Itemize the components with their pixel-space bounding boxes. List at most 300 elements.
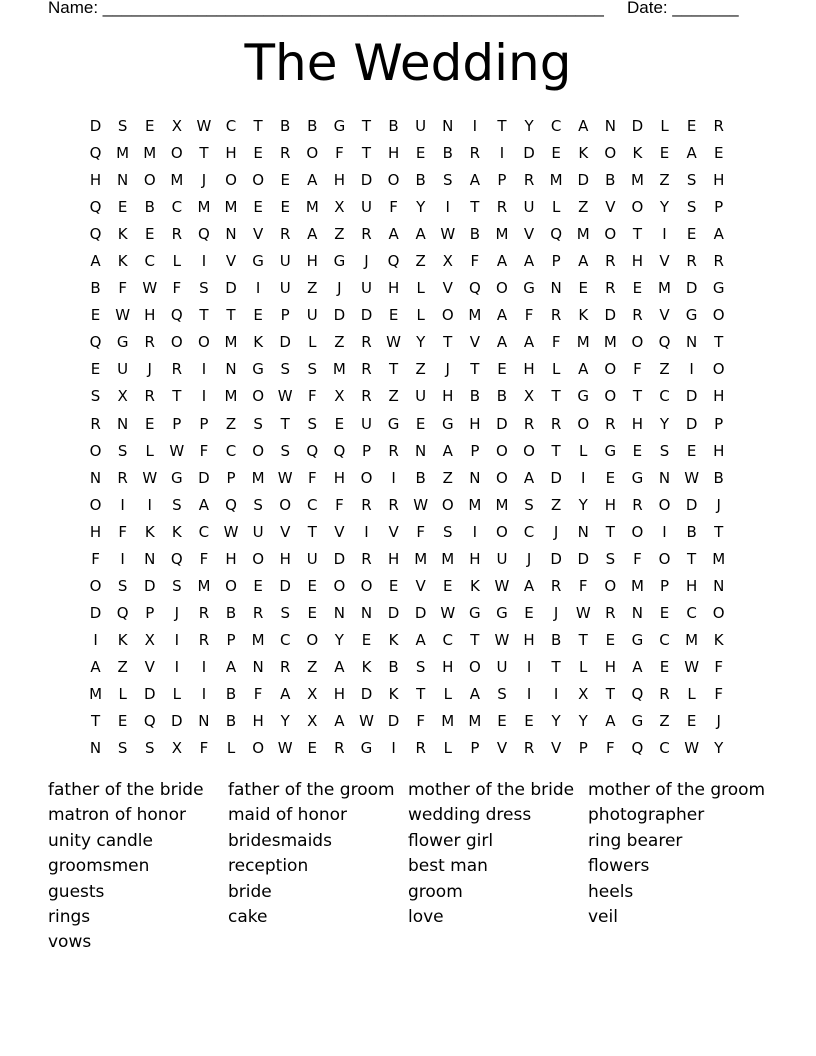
grid-letter[interactable]: S — [117, 441, 128, 460]
grid-letter[interactable]: P — [497, 171, 507, 190]
grid-letter[interactable]: T — [470, 198, 480, 217]
grid-letter[interactable]: T — [280, 414, 290, 433]
grid-letter[interactable]: O — [604, 225, 617, 244]
grid-letter[interactable]: X — [171, 117, 182, 135]
grid-letter[interactable]: S — [172, 576, 182, 595]
grid-letter[interactable]: O — [712, 603, 725, 622]
grid-letter[interactable]: D — [414, 603, 427, 622]
grid-letter[interactable]: N — [144, 549, 156, 568]
grid-letter[interactable]: N — [577, 522, 589, 541]
grid-letter[interactable]: G — [116, 333, 129, 352]
grid-letter[interactable]: I — [120, 549, 125, 568]
grid-letter[interactable]: I — [201, 657, 207, 676]
grid-letter[interactable]: R — [659, 684, 670, 703]
grid-letter[interactable]: O — [143, 171, 156, 190]
grid-letter[interactable]: E — [253, 576, 263, 595]
grid-letter[interactable]: N — [225, 360, 237, 379]
grid-letter[interactable]: H — [631, 252, 644, 271]
grid-letter[interactable]: E — [524, 712, 534, 731]
grid-letter[interactable]: A — [198, 495, 210, 514]
grid-letter[interactable]: I — [364, 522, 369, 541]
grid-letter[interactable]: F — [118, 522, 127, 541]
grid-letter[interactable]: V — [605, 198, 616, 217]
grid-letter[interactable]: O — [198, 333, 210, 352]
grid-letter[interactable]: R — [605, 414, 616, 433]
grid-letter[interactable]: V — [225, 252, 237, 271]
grid-letter[interactable]: O — [631, 198, 644, 217]
grid-letter[interactable]: M — [224, 387, 238, 406]
grid-letter[interactable]: S — [253, 414, 263, 433]
grid-letter[interactable]: M — [468, 712, 482, 731]
grid-letter[interactable]: M — [468, 306, 482, 325]
grid-letter[interactable]: H — [469, 549, 481, 568]
grid-letter[interactable]: R — [550, 414, 562, 433]
grid-letter[interactable]: D — [604, 306, 617, 325]
grid-letter[interactable]: L — [145, 441, 154, 460]
grid-letter[interactable]: O — [577, 414, 590, 433]
grid-letter[interactable]: A — [280, 684, 291, 703]
grid-letter[interactable]: E — [605, 630, 616, 649]
grid-letter[interactable]: E — [659, 144, 670, 163]
grid-letter[interactable]: A — [713, 225, 724, 244]
grid-letter[interactable]: Z — [442, 468, 453, 487]
grid-letter[interactable]: I — [174, 630, 180, 649]
grid-letter[interactable]: M — [658, 279, 671, 298]
grid-letter[interactable]: V — [442, 279, 453, 298]
grid-letter[interactable]: W — [575, 603, 591, 622]
grid-letter[interactable]: Q — [306, 441, 319, 460]
grid-letter[interactable]: T — [551, 387, 561, 406]
grid-letter[interactable]: T — [632, 387, 642, 406]
grid-letter[interactable]: R — [361, 549, 372, 568]
grid-letter[interactable]: B — [442, 144, 453, 163]
grid-letter[interactable]: R — [388, 495, 399, 514]
grid-letter[interactable]: S — [144, 739, 155, 758]
grid-letter[interactable]: O — [604, 360, 617, 379]
grid-letter[interactable]: W — [684, 468, 700, 487]
grid-letter[interactable]: O — [89, 495, 102, 514]
grid-letter[interactable]: K — [578, 144, 589, 163]
grid-letter[interactable]: O — [252, 441, 265, 460]
grid-letter[interactable]: J — [553, 522, 559, 541]
grid-letter[interactable]: A — [90, 657, 101, 676]
grid-letter[interactable]: A — [225, 657, 237, 676]
grid-letter[interactable]: W — [277, 387, 293, 406]
grid-letter[interactable]: K — [144, 522, 155, 541]
grid-letter[interactable]: M — [712, 549, 726, 568]
grid-letter[interactable]: L — [660, 117, 669, 135]
grid-letter[interactable]: E — [524, 603, 534, 622]
grid-letter[interactable]: R — [198, 603, 210, 622]
grid-letter[interactable]: C — [307, 495, 318, 514]
grid-letter[interactable]: X — [307, 712, 318, 731]
grid-letter[interactable]: Z — [659, 171, 670, 190]
grid-letter[interactable]: O — [387, 171, 400, 190]
grid-letter[interactable]: E — [659, 657, 670, 676]
grid-letter[interactable]: E — [686, 712, 697, 731]
grid-letter[interactable]: R — [361, 387, 372, 406]
grid-letter[interactable]: E — [578, 279, 588, 298]
grid-letter[interactable]: A — [388, 225, 399, 244]
grid-letter[interactable]: H — [144, 306, 156, 325]
grid-letter[interactable]: Q — [116, 603, 129, 622]
grid-letter[interactable]: Z — [388, 387, 399, 406]
grid-letter[interactable]: M — [197, 576, 211, 595]
grid-letter[interactable]: B — [388, 117, 399, 135]
grid-letter[interactable]: I — [391, 468, 396, 487]
grid-letter[interactable]: V — [523, 225, 535, 244]
grid-letter[interactable]: O — [333, 576, 346, 595]
grid-letter[interactable]: R — [388, 441, 399, 460]
grid-letter[interactable]: E — [117, 712, 128, 731]
grid-letter[interactable]: F — [551, 333, 561, 352]
grid-letter[interactable]: A — [496, 252, 508, 271]
grid-letter[interactable]: E — [253, 306, 263, 325]
grid-letter[interactable]: P — [145, 603, 155, 622]
grid-letter[interactable]: B — [605, 171, 616, 190]
grid-letter[interactable]: W — [359, 712, 374, 731]
grid-letter[interactable]: O — [170, 144, 183, 163]
grid-letter[interactable]: F — [199, 441, 209, 460]
grid-letter[interactable]: A — [469, 684, 480, 703]
grid-letter[interactable]: Z — [551, 495, 562, 514]
grid-letter[interactable]: R — [550, 306, 562, 325]
grid-letter[interactable]: O — [523, 441, 535, 460]
grid-letter[interactable]: F — [335, 144, 344, 163]
grid-letter[interactable]: S — [307, 414, 318, 433]
grid-letter[interactable]: R — [605, 279, 616, 298]
grid-letter[interactable]: M — [414, 549, 428, 568]
grid-letter[interactable]: C — [144, 252, 155, 271]
grid-letter[interactable]: R — [252, 603, 264, 622]
grid-letter[interactable]: O — [252, 739, 265, 758]
grid-letter[interactable]: R — [144, 333, 155, 352]
grid-letter[interactable]: M — [116, 144, 130, 163]
grid-letter[interactable]: H — [631, 414, 644, 433]
grid-letter[interactable]: I — [174, 657, 180, 676]
grid-letter[interactable]: D — [387, 712, 400, 731]
grid-letter[interactable]: R — [361, 225, 372, 244]
grid-letter[interactable]: A — [523, 333, 535, 352]
grid-letter[interactable]: T — [443, 333, 453, 352]
grid-letter[interactable]: O — [360, 468, 373, 487]
grid-letter[interactable]: E — [144, 117, 155, 135]
grid-letter[interactable]: L — [172, 252, 181, 271]
grid-letter[interactable]: A — [307, 225, 318, 244]
grid-letter[interactable]: H — [306, 252, 318, 271]
grid-letter[interactable]: P — [470, 739, 480, 758]
grid-letter[interactable]: M — [224, 198, 238, 217]
grid-letter[interactable]: Y — [416, 333, 426, 352]
grid-letter[interactable]: S — [280, 603, 290, 622]
grid-letter[interactable]: J — [445, 360, 450, 379]
grid-letter[interactable]: D — [550, 549, 562, 568]
grid-letter[interactable]: R — [198, 630, 210, 649]
grid-letter[interactable]: K — [578, 306, 589, 325]
grid-letter[interactable]: R — [361, 333, 372, 352]
grid-letter[interactable]: D — [685, 279, 698, 298]
grid-letter[interactable]: T — [605, 684, 615, 703]
grid-letter[interactable]: X — [117, 387, 128, 406]
grid-letter[interactable]: Q — [631, 739, 644, 758]
grid-letter[interactable]: Q — [550, 225, 563, 244]
grid-letter[interactable]: H — [685, 576, 698, 595]
grid-letter[interactable]: R — [632, 306, 643, 325]
grid-letter[interactable]: E — [307, 739, 318, 758]
grid-letter[interactable]: N — [631, 603, 644, 622]
grid-letter[interactable]: O — [252, 387, 265, 406]
grid-letter[interactable]: E — [388, 306, 399, 325]
grid-letter[interactable]: Z — [307, 279, 318, 298]
grid-letter[interactable]: A — [605, 712, 616, 731]
grid-letter[interactable]: O — [658, 549, 671, 568]
grid-letter[interactable]: F — [416, 522, 425, 541]
grid-letter[interactable]: M — [549, 171, 563, 190]
grid-letter[interactable]: W — [413, 495, 429, 514]
grid-letter[interactable]: F — [253, 684, 263, 703]
grid-letter[interactable]: T — [361, 117, 372, 135]
grid-letter[interactable]: O — [89, 576, 102, 595]
grid-letter[interactable]: R — [144, 387, 155, 406]
grid-letter[interactable]: O — [441, 495, 454, 514]
grid-letter[interactable]: Z — [307, 657, 318, 676]
grid-letter[interactable]: H — [469, 414, 481, 433]
grid-letter[interactable]: O — [170, 333, 183, 352]
grid-letter[interactable]: O — [306, 144, 319, 163]
name-field[interactable]: Name: _____________________________________________________ — [48, 0, 604, 17]
grid-letter[interactable]: S — [415, 657, 426, 676]
grid-letter[interactable]: S — [307, 360, 318, 379]
grid-letter[interactable]: B — [686, 522, 697, 541]
grid-letter[interactable]: T — [172, 387, 182, 406]
grid-letter[interactable]: C — [198, 522, 210, 541]
grid-letter[interactable]: A — [686, 144, 697, 163]
grid-letter[interactable]: A — [523, 468, 535, 487]
grid-letter[interactable]: H — [89, 171, 102, 190]
grid-letter[interactable]: D — [550, 468, 562, 487]
grid-letter[interactable]: Y — [280, 712, 290, 731]
grid-letter[interactable]: H — [713, 387, 725, 406]
grid-letter[interactable]: D — [225, 279, 237, 298]
grid-letter[interactable]: M — [197, 198, 211, 217]
grid-letter[interactable]: N — [658, 468, 671, 487]
grid-letter[interactable]: D — [171, 712, 183, 731]
grid-letter[interactable]: Z — [334, 225, 345, 244]
grid-letter[interactable]: B — [90, 279, 101, 298]
grid-letter[interactable]: A — [415, 630, 426, 649]
grid-letter[interactable]: I — [499, 144, 505, 163]
grid-letter[interactable]: O — [496, 441, 508, 460]
grid-letter[interactable]: R — [171, 360, 183, 379]
grid-letter[interactable]: T — [551, 441, 561, 460]
grid-letter[interactable]: E — [632, 441, 643, 460]
grid-letter[interactable]: S — [280, 360, 290, 379]
grid-letter[interactable]: V — [551, 739, 562, 758]
grid-letter[interactable]: E — [361, 630, 372, 649]
grid-letter[interactable]: B — [496, 387, 508, 406]
grid-letter[interactable]: Y — [578, 495, 588, 514]
grid-letter[interactable]: T — [714, 522, 724, 541]
grid-letter[interactable]: A — [90, 252, 101, 271]
grid-letter[interactable]: I — [445, 198, 450, 217]
grid-letter[interactable]: H — [523, 360, 535, 379]
grid-letter[interactable]: R — [361, 360, 372, 379]
grid-letter[interactable]: T — [388, 360, 399, 379]
grid-letter[interactable]: D — [360, 171, 373, 190]
grid-letter[interactable]: Q — [89, 333, 102, 352]
grid-letter[interactable]: C — [659, 739, 670, 758]
grid-letter[interactable]: D — [198, 468, 210, 487]
grid-letter[interactable]: E — [388, 576, 399, 595]
grid-letter[interactable]: A — [307, 171, 318, 190]
grid-letter[interactable]: L — [579, 657, 588, 676]
grid-letter[interactable]: T — [632, 225, 642, 244]
grid-letter[interactable]: E — [443, 576, 453, 595]
grid-letter[interactable]: O — [631, 522, 644, 541]
grid-letter[interactable]: M — [332, 360, 346, 379]
grid-letter[interactable]: T — [199, 306, 209, 325]
grid-letter[interactable]: Q — [89, 225, 102, 244]
grid-letter[interactable]: G — [333, 252, 346, 271]
grid-letter[interactable]: I — [201, 684, 207, 703]
grid-letter[interactable]: F — [172, 279, 182, 298]
grid-letter[interactable]: W — [277, 468, 293, 487]
grid-letter[interactable]: D — [496, 414, 508, 433]
grid-letter[interactable]: C — [686, 603, 697, 622]
grid-letter[interactable]: Q — [387, 252, 400, 271]
grid-letter[interactable]: V — [659, 306, 670, 325]
grid-letter[interactable]: M — [441, 549, 455, 568]
grid-letter[interactable]: R — [117, 468, 128, 487]
grid-letter[interactable]: J — [201, 171, 207, 190]
grid-letter[interactable]: H — [333, 684, 346, 703]
grid-letter[interactable]: E — [605, 468, 616, 487]
grid-letter[interactable]: S — [117, 739, 128, 758]
grid-letter[interactable]: U — [496, 549, 508, 568]
grid-letter[interactable]: E — [253, 144, 263, 163]
grid-letter[interactable]: T — [307, 522, 317, 541]
grid-letter[interactable]: S — [253, 495, 263, 514]
grid-letter[interactable]: R — [361, 495, 372, 514]
grid-letter[interactable]: R — [279, 144, 291, 163]
grid-letter[interactable]: S — [90, 387, 101, 406]
grid-letter[interactable]: S — [659, 441, 670, 460]
grid-letter[interactable]: T — [497, 117, 507, 135]
grid-letter[interactable]: L — [308, 333, 317, 352]
grid-letter[interactable]: P — [226, 468, 236, 487]
grid-letter[interactable]: V — [388, 522, 399, 541]
grid-letter[interactable]: E — [90, 306, 101, 325]
grid-letter[interactable]: H — [252, 712, 264, 731]
grid-letter[interactable]: K — [632, 144, 643, 163]
grid-letter[interactable]: X — [144, 630, 155, 649]
grid-letter[interactable]: E — [497, 360, 507, 379]
grid-letter[interactable]: S — [497, 684, 507, 703]
grid-letter[interactable]: I — [391, 739, 396, 758]
grid-letter[interactable]: E — [659, 603, 670, 622]
grid-letter[interactable]: N — [198, 712, 210, 731]
grid-letter[interactable]: K — [117, 252, 128, 271]
grid-letter[interactable]: R — [171, 225, 183, 244]
grid-letter[interactable]: E — [415, 414, 426, 433]
grid-letter[interactable]: B — [307, 117, 318, 135]
grid-letter[interactable]: G — [631, 712, 644, 731]
grid-letter[interactable]: O — [225, 576, 237, 595]
grid-letter[interactable]: X — [307, 684, 318, 703]
grid-letter[interactable]: M — [305, 198, 319, 217]
grid-letter[interactable]: G — [496, 603, 508, 622]
grid-letter[interactable]: E — [90, 360, 101, 379]
grid-letter[interactable]: Z — [225, 414, 237, 433]
grid-letter[interactable]: B — [225, 603, 237, 622]
grid-letter[interactable]: V — [252, 225, 264, 244]
grid-letter[interactable]: M — [576, 333, 590, 352]
grid-letter[interactable]: Z — [659, 360, 670, 379]
grid-letter[interactable]: K — [253, 333, 264, 352]
grid-letter[interactable]: P — [714, 414, 724, 433]
grid-letter[interactable]: M — [630, 171, 644, 190]
grid-letter[interactable]: U — [360, 198, 372, 217]
grid-letter[interactable]: J — [174, 603, 180, 622]
grid-letter[interactable]: O — [496, 522, 508, 541]
grid-letter[interactable]: R — [713, 117, 724, 135]
grid-letter[interactable]: G — [631, 468, 644, 487]
grid-letter[interactable]: O — [279, 495, 292, 514]
grid-letter[interactable]: S — [280, 441, 290, 460]
grid-letter[interactable]: S — [443, 522, 453, 541]
grid-letter[interactable]: H — [604, 495, 616, 514]
grid-letter[interactable]: C — [171, 198, 183, 217]
grid-letter[interactable]: K — [388, 684, 399, 703]
grid-letter[interactable]: V — [415, 576, 426, 595]
grid-letter[interactable]: F — [389, 198, 398, 217]
grid-letter[interactable]: D — [360, 306, 373, 325]
grid-letter[interactable]: A — [578, 252, 589, 271]
grid-letter[interactable]: W — [386, 333, 401, 352]
grid-letter[interactable]: L — [416, 306, 425, 325]
grid-letter[interactable]: P — [199, 414, 209, 433]
grid-letter[interactable]: Y — [578, 712, 588, 731]
grid-letter[interactable]: W — [684, 739, 700, 758]
grid-letter[interactable]: H — [279, 549, 291, 568]
grid-letter[interactable]: C — [225, 441, 237, 460]
grid-letter[interactable]: A — [632, 657, 643, 676]
grid-letter[interactable]: Q — [143, 712, 156, 731]
grid-letter[interactable]: T — [470, 630, 480, 649]
grid-letter[interactable]: V — [280, 522, 291, 541]
grid-letter[interactable]: F — [606, 739, 615, 758]
grid-letter[interactable]: P — [659, 576, 670, 595]
grid-letter[interactable]: O — [496, 468, 508, 487]
grid-letter[interactable]: O — [604, 387, 617, 406]
grid-letter[interactable]: R — [550, 576, 562, 595]
grid-letter[interactable]: O — [496, 279, 508, 298]
grid-letter[interactable]: R — [469, 144, 481, 163]
grid-letter[interactable]: L — [443, 739, 452, 758]
grid-letter[interactable]: A — [334, 712, 345, 731]
grid-letter[interactable]: S — [117, 117, 128, 135]
grid-letter[interactable]: M — [603, 333, 617, 352]
grid-letter[interactable]: N — [89, 468, 102, 487]
grid-letter[interactable]: H — [225, 549, 237, 568]
grid-letter[interactable]: D — [631, 117, 644, 135]
grid-letter[interactable]: W — [142, 468, 158, 487]
grid-letter[interactable]: F — [714, 657, 724, 676]
grid-letter[interactable]: C — [659, 387, 670, 406]
grid-letter[interactable]: I — [553, 684, 559, 703]
grid-letter[interactable]: N — [685, 333, 698, 352]
grid-letter[interactable]: N — [225, 225, 237, 244]
